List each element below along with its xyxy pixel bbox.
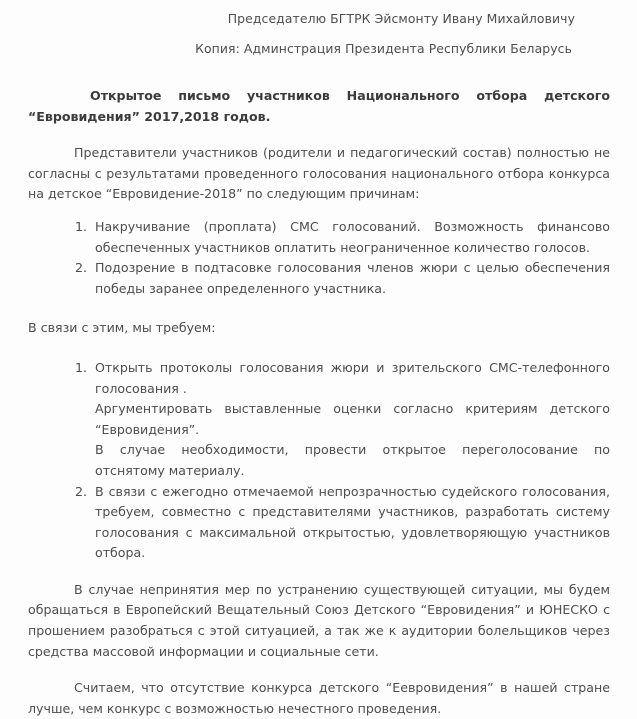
- spacer: [28, 564, 610, 580]
- reasons-list: [28, 217, 610, 299]
- document-title: Открытое письмо участников Национального отбора детского “Евровидения” 2017,2018 годов.: [28, 88, 610, 124]
- demand-subtext-argument: Аргументировать выставленные оценки согласно критериям детского “Евровидения”.: [95, 401, 610, 437]
- intro-paragraph: Представители участников (родители и педагогический состав) полностью не согласны с результатами проведенного голосования национального отбора конкурса на детское “Евровидение-2018” по следующим причинам:: [28, 145, 610, 202]
- addressee-header: [0, 0, 637, 56]
- list-item: [28, 482, 610, 564]
- demands-lead-paragraph: В связи с этим, мы требуем:: [28, 320, 216, 336]
- spacer: [28, 205, 610, 217]
- demand-text: В связи с ежегодно отмечаемой непрозрачностью судейского голосования, требуем, совместно с представителями участников, разработать систему голосования с максимальной открытостью, удовлетворяющую участников отбора.: [95, 483, 610, 561]
- demand-text: Открыть протоколы голосования жюри и зрительского СМС-телефонного голосования .: [95, 359, 610, 396]
- reason-text: Подозрение в подтасовке голосования членов жюри с целью обеспечения победы заранее определенного участника.: [95, 260, 610, 296]
- demand-subtext-revote: В случае необходимости, провести открытое переголосование по отснятому материалу.: [95, 442, 610, 478]
- list-item: [28, 258, 610, 299]
- reason-text: Накручивание (проплата) СМС голосований. Возможность финансово обеспеченных участников оплатить неограниченное количество голосов.: [95, 218, 610, 255]
- escalation-paragraph: В случае непринятия мер по устранению существующей ситуации, мы будем обращаться в Европейский Вещательный Союз Детского “Евровидения” и ЮНЕСКО с прошением разобраться с этой ситуацией, а так же к аудитории болельщиков через средства массовой информации и социальные сети.: [28, 581, 610, 659]
- spacer: [28, 662, 610, 678]
- spacer: [28, 339, 610, 358]
- document-body: [0, 56, 637, 719]
- spacer: [28, 299, 610, 318]
- list-item: [28, 217, 610, 258]
- addressee-to-line: Председателю БГТРК Эйсмонту Ивану Михайловичу: [227, 11, 575, 26]
- closing-paragraph: Считаем, что отсутствие конкурса детского “Еевровидения” в нашей стране лучше, чем конкурс с возможностью нечестного проведения.: [28, 680, 610, 716]
- list-item: [28, 358, 610, 482]
- demands-list: [28, 358, 610, 564]
- spacer: [28, 127, 610, 143]
- addressee-copy-line: Копия: Админстрация Президента Республики Беларусь: [195, 41, 572, 56]
